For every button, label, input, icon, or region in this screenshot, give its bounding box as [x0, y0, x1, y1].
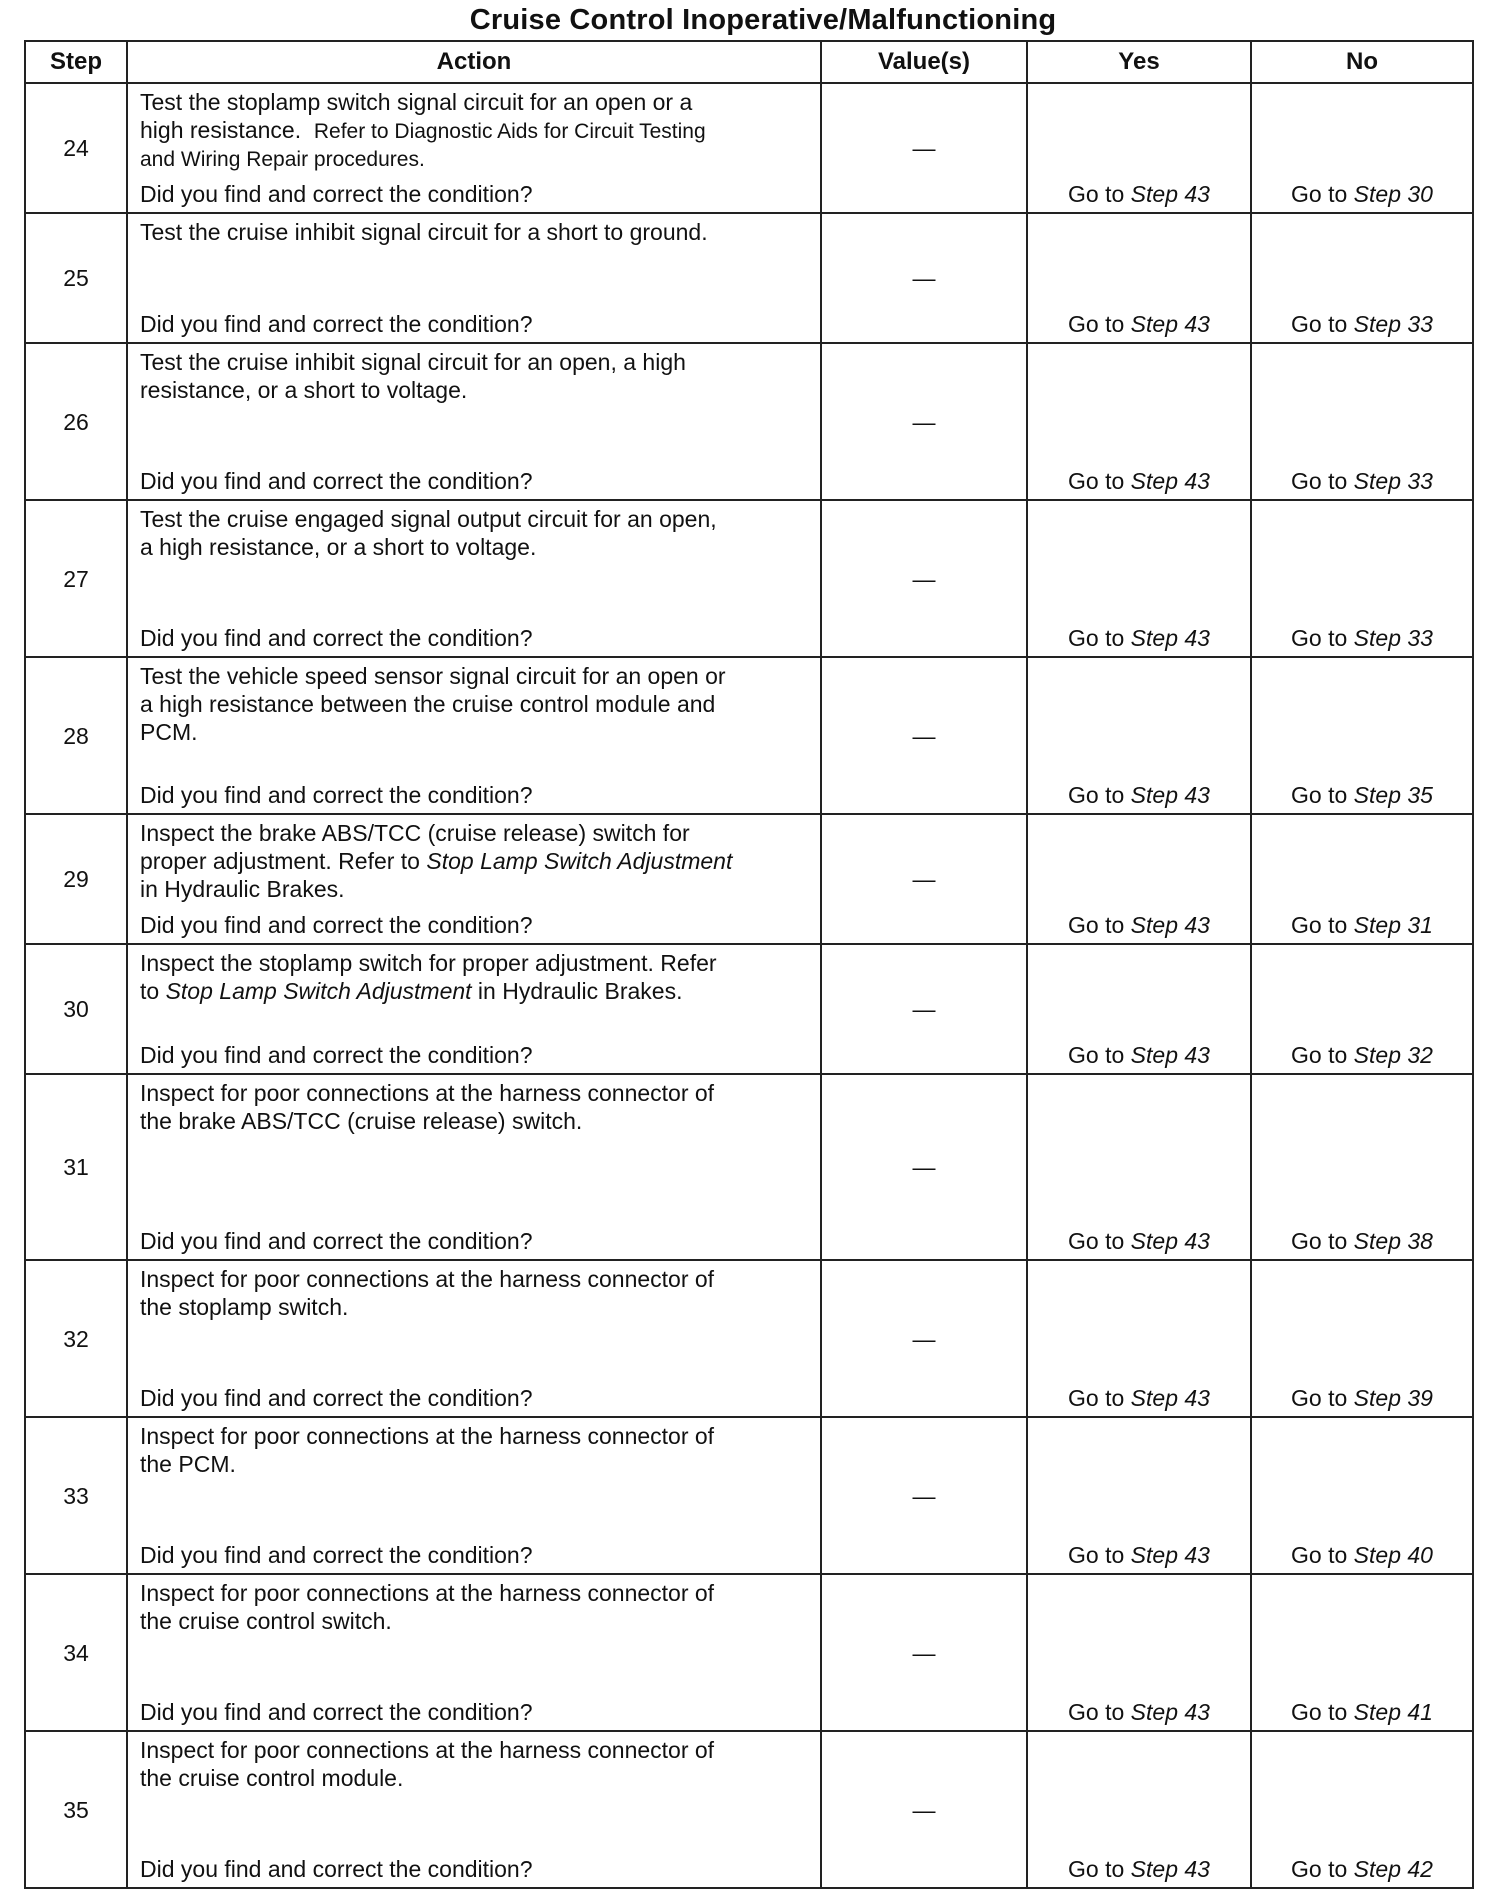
no-cell: Go to Step 32 — [1251, 944, 1473, 1074]
action-question: Did you find and correct the condition? — [140, 782, 533, 808]
yes-cell: Go to Step 43 — [1027, 1574, 1251, 1731]
action-question: Did you find and correct the condition? — [140, 1042, 533, 1068]
step-number: 28 — [25, 657, 127, 814]
reference-link[interactable]: Stop Lamp Switch Adjustment — [426, 848, 733, 874]
no-step-link[interactable]: Step 38 — [1353, 1228, 1433, 1254]
header-no: No — [1251, 41, 1473, 83]
action-text: a high resistance, or a short to voltage. — [140, 534, 537, 560]
value-cell: — — [821, 83, 1027, 213]
step-number: 27 — [25, 500, 127, 657]
action-cell — [127, 814, 821, 944]
no-cell: Go to Step 38 — [1251, 1074, 1473, 1260]
yes-step-link[interactable]: Step 43 — [1130, 468, 1210, 494]
yes-cell: Go to Step 43 — [1027, 343, 1251, 500]
yes-step-link[interactable]: Step 43 — [1130, 912, 1210, 938]
action-question: Did you find and correct the condition? — [140, 1385, 533, 1411]
page-title: Cruise Control Inoperative/Malfunctioning — [469, 4, 1057, 36]
yes-cell: Go to Step 43 — [1027, 83, 1251, 213]
no-cell: Go to Step 33 — [1251, 213, 1473, 343]
yes-cell: Go to Step 43 — [1027, 814, 1251, 944]
step-number: 33 — [25, 1417, 127, 1574]
yes-step-link[interactable]: Step 43 — [1130, 311, 1210, 337]
yes-cell: Go to Step 43 — [1027, 213, 1251, 343]
action-question: Did you find and correct the condition? — [140, 625, 533, 651]
action-text: Inspect for poor connections at the harness connector of — [140, 1080, 715, 1106]
value-cell: — — [821, 1260, 1027, 1417]
yes-step-link[interactable]: Step 43 — [1130, 625, 1210, 651]
no-cell: Go to Step 40 — [1251, 1417, 1473, 1574]
table-row-step-24 — [25, 83, 1473, 213]
action-text: Inspect the stoplamp switch for proper adjustment. Refer — [140, 950, 717, 976]
action-question: Did you find and correct the condition? — [140, 1699, 533, 1725]
no-step-link[interactable]: Step 39 — [1353, 1385, 1433, 1411]
action-text: Inspect for poor connections at the harness connector of — [140, 1737, 715, 1763]
table-row-step-26 — [25, 343, 1473, 500]
table-row-step-28 — [25, 657, 1473, 814]
table-row-step-33 — [25, 1417, 1473, 1574]
no-step-link[interactable]: Step 33 — [1353, 468, 1433, 494]
no-step-link[interactable]: Step 42 — [1353, 1856, 1433, 1882]
action-text: Inspect for poor connections at the harness connector of — [140, 1423, 715, 1449]
value-cell: — — [821, 1417, 1027, 1574]
no-cell: Go to Step 31 — [1251, 814, 1473, 944]
action-question: Did you find and correct the condition? — [140, 181, 533, 207]
yes-step-link[interactable]: Step 43 — [1130, 1228, 1210, 1254]
step-number: 30 — [25, 944, 127, 1074]
table-header-row — [25, 41, 1473, 83]
step-number: 31 — [25, 1074, 127, 1260]
yes-step-link[interactable]: Step 43 — [1130, 1699, 1210, 1725]
step-number: 26 — [25, 343, 127, 500]
no-cell: Go to Step 33 — [1251, 343, 1473, 500]
table-row-step-27 — [25, 500, 1473, 657]
action-cell — [127, 944, 821, 1074]
header-yes: Yes — [1027, 41, 1251, 83]
action-text: Inspect for poor connections at the harness connector of — [140, 1580, 715, 1606]
yes-step-link[interactable]: Step 43 — [1130, 181, 1210, 207]
yes-step-link[interactable]: Step 43 — [1130, 1542, 1210, 1568]
value-cell: — — [821, 1574, 1027, 1731]
yes-cell: Go to Step 43 — [1027, 500, 1251, 657]
no-step-link[interactable]: Step 30 — [1353, 181, 1433, 207]
table-row-step-32 — [25, 1260, 1473, 1417]
action-question: Did you find and correct the condition? — [140, 1542, 533, 1568]
step-number: 35 — [25, 1731, 127, 1888]
table-row-step-29 — [25, 814, 1473, 944]
table-row-step-35 — [25, 1731, 1473, 1888]
action-text: a high resistance between the cruise control module and — [140, 691, 716, 717]
action-text: Inspect for poor connections at the harness connector of — [140, 1266, 715, 1292]
action-text: the stoplamp switch. — [140, 1294, 349, 1320]
action-cell — [127, 1731, 821, 1888]
yes-cell: Go to Step 43 — [1027, 1417, 1251, 1574]
value-cell: — — [821, 1731, 1027, 1888]
no-step-link[interactable]: Step 33 — [1353, 311, 1433, 337]
action-text: Inspect the brake ABS/TCC (cruise release) switch for — [140, 820, 690, 846]
action-text: Test the cruise inhibit signal circuit for an open, a high — [140, 349, 686, 375]
no-cell: Go to Step 33 — [1251, 500, 1473, 657]
action-cell — [127, 1574, 821, 1731]
yes-step-link[interactable]: Step 43 — [1130, 782, 1210, 808]
action-text: the PCM. — [140, 1451, 236, 1477]
action-cell — [127, 343, 821, 500]
step-number: 24 — [25, 83, 127, 213]
no-cell: Go to Step 41 — [1251, 1574, 1473, 1731]
action-text: the brake ABS/TCC (cruise release) switch. — [140, 1108, 583, 1134]
no-step-link[interactable]: Step 35 — [1353, 782, 1433, 808]
action-text: in Hydraulic Brakes. — [140, 876, 345, 902]
no-cell: Go to Step 42 — [1251, 1731, 1473, 1888]
no-step-link[interactable]: Step 40 — [1353, 1542, 1433, 1568]
action-text: high resistance. Refer to Diagnostic Aids for Circuit Testing — [140, 117, 706, 143]
action-text: resistance, or a short to voltage. — [140, 377, 468, 403]
step-number: 25 — [25, 213, 127, 343]
no-cell: Go to Step 39 — [1251, 1260, 1473, 1417]
action-text: PCM. — [140, 719, 198, 745]
step-number: 32 — [25, 1260, 127, 1417]
yes-step-link[interactable]: Step 43 — [1130, 1856, 1210, 1882]
yes-cell: Go to Step 43 — [1027, 657, 1251, 814]
no-step-link[interactable]: Step 41 — [1353, 1699, 1433, 1725]
yes-cell: Go to Step 43 — [1027, 944, 1251, 1074]
no-cell: Go to Step 35 — [1251, 657, 1473, 814]
no-step-link[interactable]: Step 32 — [1353, 1042, 1433, 1068]
action-text: Test the stoplamp switch signal circuit for an open or a — [140, 89, 693, 115]
action-cell — [127, 1074, 821, 1260]
action-question: Did you find and correct the condition? — [140, 1856, 533, 1882]
header-values: Value(s) — [821, 41, 1027, 83]
action-text: and Wiring Repair procedures. — [140, 148, 425, 171]
action-cell — [127, 1260, 821, 1417]
value-cell: — — [821, 343, 1027, 500]
action-text: Test the cruise inhibit signal circuit for a short to ground. — [140, 219, 708, 245]
action-cell — [127, 83, 821, 213]
document-page — [24, 0, 1472, 1889]
action-text: Test the vehicle speed sensor signal circuit for an open or — [140, 663, 726, 689]
value-cell: — — [821, 500, 1027, 657]
action-text: the cruise control switch. — [140, 1608, 392, 1634]
action-text: the cruise control module. — [140, 1765, 404, 1791]
action-question: Did you find and correct the condition? — [140, 311, 533, 337]
value-cell: — — [821, 1074, 1027, 1260]
yes-cell: Go to Step 43 — [1027, 1731, 1251, 1888]
action-question: Did you find and correct the condition? — [140, 468, 533, 494]
yes-step-link[interactable]: Step 43 — [1130, 1385, 1210, 1411]
action-question: Did you find and correct the condition? — [140, 1228, 533, 1254]
step-number: 29 — [25, 814, 127, 944]
action-text: to Stop Lamp Switch Adjustment in Hydraulic Brakes. — [140, 978, 683, 1004]
action-text: proper adjustment. Refer to Stop Lamp Switch Adjustment — [140, 848, 733, 874]
action-cell — [127, 657, 821, 814]
value-cell: — — [821, 213, 1027, 343]
action-question: Did you find and correct the condition? — [140, 912, 533, 938]
yes-cell: Go to Step 43 — [1027, 1260, 1251, 1417]
table-row-step-31 — [25, 1074, 1473, 1260]
no-cell: Go to Step 30 — [1251, 83, 1473, 213]
action-cell — [127, 1417, 821, 1574]
action-cell — [127, 213, 821, 343]
value-cell: — — [821, 944, 1027, 1074]
value-cell: — — [821, 657, 1027, 814]
value-cell: — — [821, 814, 1027, 944]
no-step-link[interactable]: Step 33 — [1353, 625, 1433, 651]
no-step-link[interactable]: Step 31 — [1353, 912, 1433, 938]
table-row-step-25 — [25, 213, 1473, 343]
action-text: Test the cruise engaged signal output circuit for an open, — [140, 506, 717, 532]
header-action: Action — [127, 41, 821, 83]
yes-cell: Go to Step 43 — [1027, 1074, 1251, 1260]
header-step: Step — [25, 41, 127, 83]
table-row-step-34 — [25, 1574, 1473, 1731]
step-number: 34 — [25, 1574, 127, 1731]
yes-step-link[interactable]: Step 43 — [1130, 1042, 1210, 1068]
reference-link[interactable]: Stop Lamp Switch Adjustment — [165, 978, 472, 1004]
action-cell — [127, 500, 821, 657]
diagnostic-table — [24, 40, 1474, 1889]
table-row-step-30 — [25, 944, 1473, 1074]
